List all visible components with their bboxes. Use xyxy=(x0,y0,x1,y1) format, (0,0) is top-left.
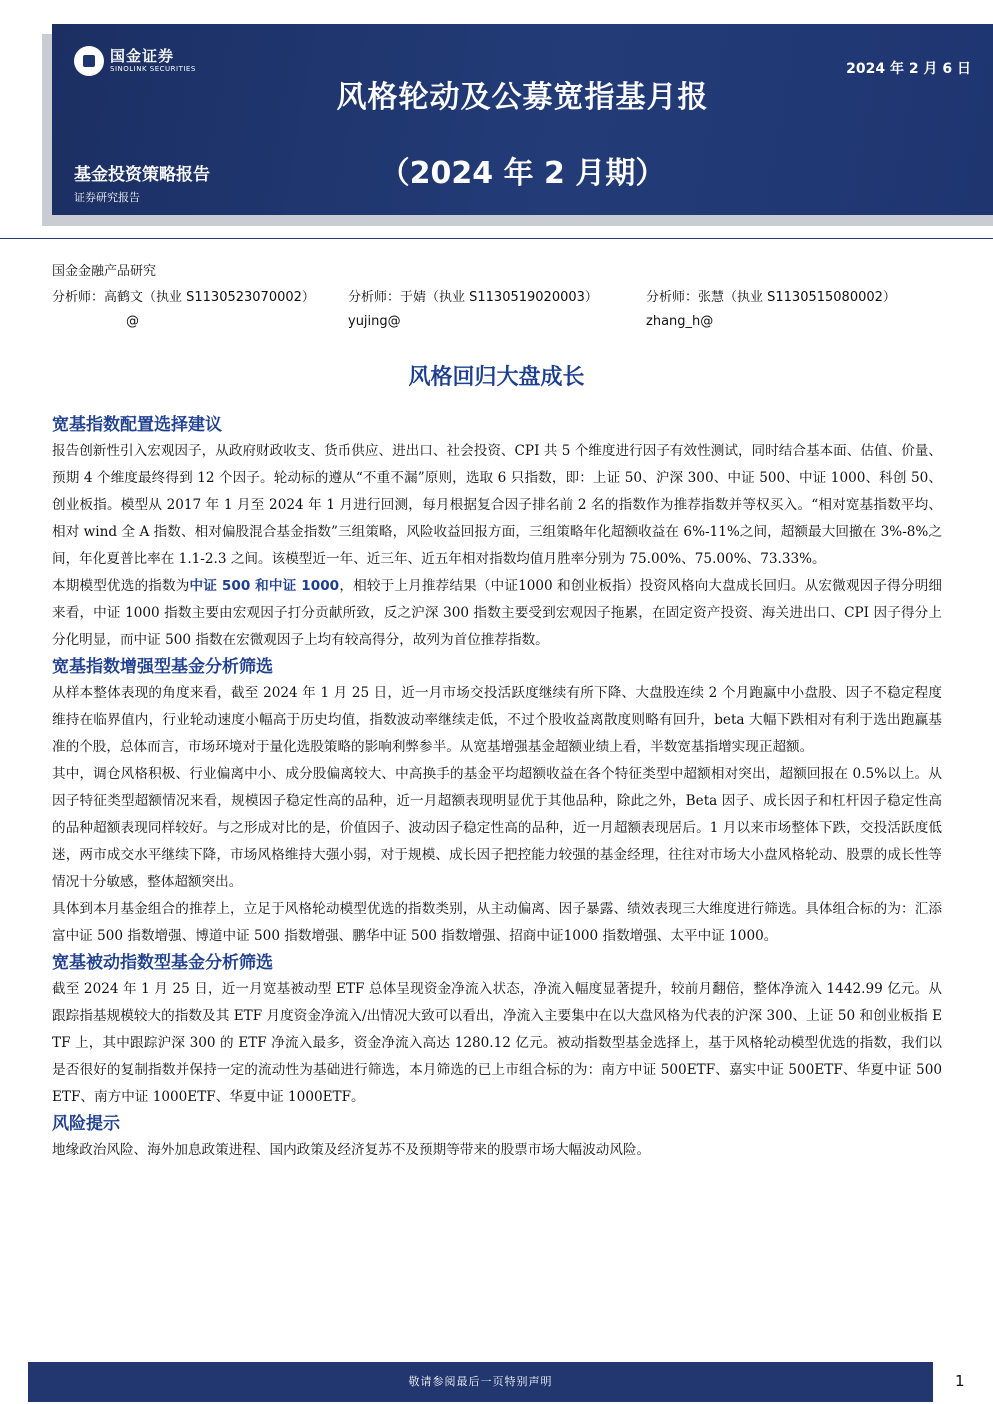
paragraph: 从样本整体表现的角度来看，截至 2024 年 1 月 25 日，近一月市场交投活跃度继续有所下降、大盘股连续 2 个月跑赢中小盘股、因子不稳定程度维持在临界值内，行业轮动速度小幅高于历史均值，指数波动率继续走低，不过个股收益离散度则略有回升，beta 大幅下跌相对有利于选出跑赢基准的个股，总体而言，市场环境对于量化选股策略的影响利弊参半。从宽基增强基金超额业绩上看，半数宽基指增实现正超额。 xyxy=(52,685,942,755)
report-category: 证券研究报告 xyxy=(74,191,140,204)
paragraph: 其中，调仓风格积极、行业偏离中小、成分股偏离较大、中高换手的基金平均超额收益在各个特征类型中超额相对突出，超额回报在 0.5%以上。从因子特征类型超额情况来看，规模因子稳定性高的品种，近一月超额表现明显优于其他品种，除此之外，Beta 因子、成长因子和杠杆因子稳定性高的品种超额表现同样较好。与之形成对比的是，价值因子、波动因子稳定性高的品种，近一月超额表现居后。1 月以来市场整体下跌，交投活跃度低迷，两市成交水平继续下降，市场风格维持大强小弱，对于规模、成长因子把控能力较强的基金经理，往往对市场大小盘风格轮动、股票的成长性等情况十分敏感，整体超额突出。 xyxy=(52,766,942,890)
paragraph: 地缘政治风险、海外加息政策进程、国内政策及经济复苏不及预期等带来的股票市场大幅波动风险。 xyxy=(52,1142,651,1158)
report-banner xyxy=(52,24,993,215)
analyst-2: 分析师：于婧（执业 S1130519020003） xyxy=(348,290,598,305)
logo-en-text: SINOLINK SECURITIES xyxy=(110,65,196,73)
section-heading: 宽基被动指数型基金分析筛选 xyxy=(52,953,273,973)
paragraph xyxy=(52,573,942,654)
paragraph: 报告创新性引入宏观因子，从政府财政收支、货币供应、进出口、社会投资、CPI 共 5 个维度进行因子有效性测试，同时结合基本面、估值、价量、预期 4 个维度最终得到 12 个因子。轮动标的遵从“不重不漏”原则，选取 6 只指数，即：上证 50、沪深 300、中证 500、中证 1000、科创 50、创业板指。模型从 2017 年 1 月至 2024 年 1 月进行回测，每月根据复合因子排名前 2 名的指数作为推荐指数并等权买入。“相对宽基指数平均、相对 wind 全 A 指数、相对偏股混合基金指数”三组策略，风险收益回报方面，三组策略年化超额收益在 6%-11%之间，超额最大回撤在 3%-8%之间，年化夏普比率在 1.1-2.3 之间。该模型近一年、近三年、近五年相对指数均值月胜率分别为 75.00%、75.00%、73.33%。 xyxy=(52,443,942,567)
analyst-3: 分析师：张慧（执业 S1130515080002） xyxy=(646,290,896,305)
footer-disclaimer: 敬请参阅最后一页特别声明 xyxy=(28,1362,933,1402)
report-title: 风格轮动及公募宽指基月报 xyxy=(336,80,709,115)
analyst-3-email[interactable]: zhang_h@ xyxy=(646,314,714,329)
department: 国金金融产品研究 xyxy=(52,264,157,279)
paragraph: 截至 2024 年 1 月 25 日，近一月宽基被动型 ETF 总体呈现资金净流入状态，净流入幅度显著提升，较前月翻倍，整体净流入 1442.99 亿元。从跟踪指基规模较大的指数及其 ETF 月度资金净流入/出情况大致可以看出，净流入主要集中在以大盘风格为代表的沪深 300、上证 50 和创业板指 ETF 上，其中跟踪沪深 300 的 ETF 净流入最多，资金净流入高达 1280.12 亿元。被动指数型基金选择上，基于风格轮动模型优选的指数，我们以是否很好的复制指数并保持一定的流动性为基础进行筛选，本月筛选的已上市组合标的为：南方中证 500ETF、嘉实中证 500ETF、华夏中证 500ETF、南方中证 1000ETF、华夏中证 1000ETF。 xyxy=(52,981,942,1105)
report-body xyxy=(52,412,942,1164)
report-date: 2024 年 2 月 6 日 xyxy=(846,61,971,77)
section-heading: 宽基指数增强型基金分析筛选 xyxy=(52,657,273,677)
analyst-2-email[interactable]: yujing@ xyxy=(348,314,401,329)
logo-cn-text: 国金证券 xyxy=(110,47,175,65)
report-subtitle: （2024 年 2 月期） xyxy=(379,156,666,191)
recommended-index: 中证 500 和中证 1000 xyxy=(189,578,340,594)
analyst-1-email[interactable]: @ xyxy=(126,314,139,329)
page-number: 1 xyxy=(955,1372,965,1390)
section-heading: 风险提示 xyxy=(52,1114,120,1134)
report-type: 基金投资策略报告 xyxy=(74,165,210,185)
analyst-1: 分析师：高鹤文（执业 S1130523070002） xyxy=(52,290,315,305)
paragraph: 具体到本月基金组合的推荐上，立足于风格轮动模型优选的指数类别，从主动偏离、因子暴露、绩效表现三大维度进行筛选。具体组合标的为：汇添富中证 500 指数增强、博道中证 500 指数增强、鹏华中证 500 指数增强、招商中证1000 指数增强、太平中证 1000。 xyxy=(52,901,942,944)
headline: 风格回归大盘成长 xyxy=(408,365,585,390)
paragraph-text: ，相较于上月推荐结果（中证1000 和创业板指）投资风格向大盘成长回归。从宏微观因子得分明细来看，中证 1000 指数主要由宏观因子打分贡献所致，反之沪深 300 指数主要受到宏观因子拖累，在固定资产投资、海关进出口、CPI 因子得分上分化明显，而中证 500 指数在宏微观因子上均有较高得分，故列为首位推荐指数。 xyxy=(52,578,942,648)
paragraph-text: 本期模型优选的指数为 xyxy=(52,578,190,594)
header-divider xyxy=(0,238,993,239)
section-heading: 宽基指数配置选择建议 xyxy=(52,415,222,435)
